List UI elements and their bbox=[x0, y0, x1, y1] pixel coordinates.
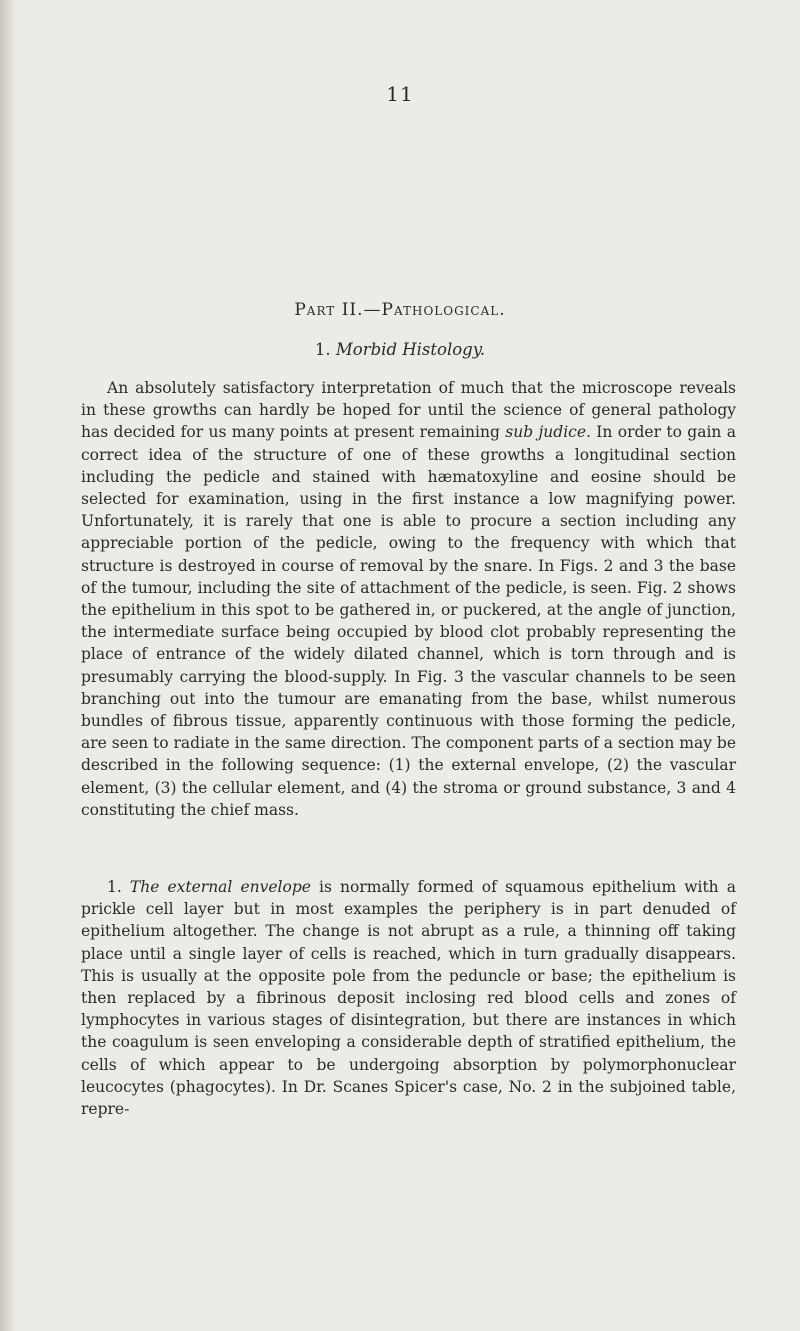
item-title: The external envelope bbox=[129, 878, 311, 896]
section-heading bbox=[0, 340, 800, 359]
part-heading: Part II.—Pathological. bbox=[294, 300, 506, 320]
page-number: 11 bbox=[386, 82, 414, 106]
paragraph-external-envelope bbox=[81, 876, 736, 1120]
page-spine-shadow bbox=[0, 0, 16, 1331]
item-number: 1. bbox=[107, 878, 122, 896]
paragraph-text: is normally formed of squamous epithelium with a prickle cell layer but in most examples the periphery is in part denuded of epithelium altogether. The change is not abrupt as a rule, a thinning off taking place until a single layer of cells is reached, which in turn gradually disappears. This is usually at the opposite pole from the peduncle or base; the epithelium is then replaced by a fibrinous deposit inclosing red blood cells and zones of lymphocytes in various stages of disintegration, but there are instances in which the coagulum is seen enveloping a considerable depth of stratified epithelium, the cells of which appear to be undergoing absorption by polymorphonuclear leucocytes (phagocytes). In Dr. Scanes Spicer's case, No. 2 in the subjoined table, repre- bbox=[81, 878, 736, 1119]
paragraph-text: An absolutely satisfactory interpretation of much that the microscope reveals in these growths can hardly be hoped for until the science of general pathology has decided for us many points at present remaining bbox=[81, 379, 736, 442]
section-title: Morbid Histology. bbox=[335, 340, 486, 359]
section-number: 1. bbox=[314, 340, 331, 359]
latin-phrase: sub judice bbox=[505, 423, 587, 442]
paragraph-text-continued: . In order to gain a correct idea of the structure of one of these growths a longitudinal section including the pedicle and stained with hæmatoxyline and eosine should be selected for examination, using in the first instance a low magnifying power. Unfortunately, it is rarely that one is able to procure a section including any appreciable portion of the pedicle, owing to the frequency with which that structure is destroyed in course of removal by the snare. In Figs. 2 and 3 the base of the tumour, including the site of attachment of the pedicle, is seen. Fig. 2 shows the epithelium in this spot to be gathered in, or puckered, at the angle of junction, the intermediate surface being occupied by blood clot probably representing the place of entrance of the widely dilated channel, which is torn through and is presumably carrying the blood-supply. In Fig. 3 the vascular channels to be seen branching out into the tumour are emanating from the base, whilst numerous bundles of fibrous tissue, apparently continuous with those forming the pedicle, are seen to radiate in the same direction. The component parts of a section may be described in the following sequence: (1) the external envelope, (2) the vascular element, (3) the cellular element, and (4) the stroma or ground substance, 3 and 4 constituting the chief mass. bbox=[81, 423, 736, 819]
paragraph-introduction bbox=[81, 377, 736, 821]
